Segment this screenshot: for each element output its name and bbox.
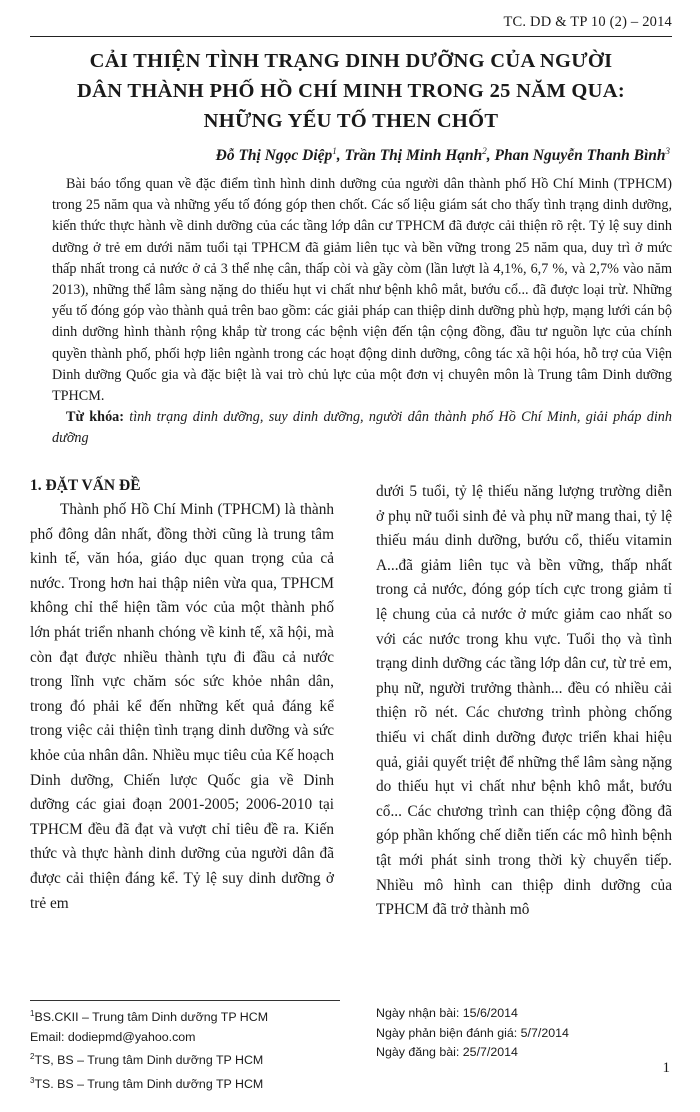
page-number: 1 <box>662 1060 670 1076</box>
author-name: Đỗ Thị Ngọc Diệp <box>215 147 333 165</box>
title-line: NHỮNG YẾU TỐ THEN CHỐT <box>203 110 499 132</box>
keywords <box>52 407 672 449</box>
footnote-mark: 2 <box>30 1052 35 1062</box>
footnote-mark: 1 <box>30 1009 35 1018</box>
author-list: Đỗ Thị Ngọc Diệp$^1$, Trần Thị Minh Hạnh$^2$, Phan Nguyễn Thanh Bình$^3$ <box>215 146 670 165</box>
author-name: Phan Nguyễn Thanh Bình <box>494 147 666 165</box>
footnote-rule <box>30 1000 340 1001</box>
keywords-text: tình trạng dinh dưỡng, suy dinh dưỡng, người dân thành phố Hồ Chí Minh, giải pháp dinh dưỡng <box>52 409 672 447</box>
footnote <box>30 1028 350 1048</box>
header-rule <box>30 36 672 37</box>
section-heading: 1. ĐẶT VẤN ĐỀ <box>30 477 141 494</box>
footnote <box>30 1004 350 1028</box>
author-affiliation-mark: 1 <box>332 146 337 156</box>
footnote-mark: 3 <box>30 1076 35 1086</box>
date-received: Ngày nhận bài: 15/6/2014 <box>376 1006 518 1020</box>
footnotes <box>30 1004 350 1095</box>
author-affiliation-mark: 2 <box>482 146 487 156</box>
footnote-text: TS. BS – Trung tâm Dinh dưỡng TP HCM <box>34 1077 264 1092</box>
body-column-right <box>376 480 672 923</box>
abstract <box>52 174 672 450</box>
author-affiliation-mark: 3 <box>665 146 670 156</box>
body-paragraph: Thành phố Hồ Chí Minh (TPHCM) là thành phố đông dân nhất, đồng thời cũng là trung tâm kinh tế, văn hóa, giáo dục quan trọng của cả nước. Trong hơn hai thập niên vừa qua, TPHCM không chỉ thể hiện tầm vóc của một thành phố lớn phát triển nhanh chóng về kinh tế, xã hội, mà còn đạt được nhiều thành tựu đi đầu cả nước trong lĩnh vực chăm sóc sức khỏe nhân dân, trong đó phải kể đến những kết quả đáng kể trong việc cải thiện tình trạng dinh dưỡng và sức khỏe của nhân dân. Nhiều mục tiêu của Kế hoạch Dinh dưỡng, Chiến lược Quốc gia về Dinh dưỡng các giai đoạn 2001-2005; 2006-2010 tại TPHCM đều đã đạt và vượt chỉ tiêu đề ra. Kiến thức và thực hành dinh dưỡng của người dân đã được cải thiện đáng kể. Tỷ lệ suy dinh dưỡng ở trẻ em <box>30 501 334 912</box>
footnote <box>30 1047 350 1071</box>
title-line: DÂN THÀNH PHỐ HỒ CHÍ MINH TRONG 25 NĂM QUA: <box>77 80 625 102</box>
body-paragraph: dưới 5 tuổi, tỷ lệ thiếu năng lượng trường diễn ở phụ nữ tuổi sinh đẻ và phụ nữ mang thai, tỷ lệ thiếu máu dinh dưỡng, bướu cổ, thiếu vitamin A...đã giảm liên tục và bền vững, thấp nhất trong cả nước, đóng góp tích cực trong giảm tỉ lệ chung của cả nước ở mức giảm cao nhất so với các nước trong khu vực. Tuổi thọ và tình trạng dinh dưỡng các tầng lớp dân cư, từ trẻ em, phụ nữ, người trưởng thành... đều có nhiều cải thiện rõ nét. Các chương trình phòng chống thiếu vi chất dinh dưỡng được triển khai hiệu quả, giải quyết triệt để những thể lâm sàng nặng do thiếu hụt vi chất như bệnh khô mắt, bướu cổ... Các chương trình can thiệp cộng đồng đã góp phần khống chế diễn tiến các mô hình bệnh tật mới phát sinh trong thời kỳ chuyển tiếp. Nhiều mô hình can thiệp dinh dưỡng của TPHCM đã trở thành mô <box>376 483 672 919</box>
date-published: Ngày đăng bài: 25/7/2014 <box>376 1045 518 1060</box>
title-line: CẢI THIỆN TÌNH TRẠNG DINH DƯỠNG CỦA NGƯỜI <box>89 50 613 72</box>
footnote-text: Email: dodiepmd@yahoo.com <box>30 1029 196 1044</box>
abstract-text: Bài báo tổng quan về đặc điểm tình hình dinh dưỡng của người dân thành phố Hồ Chí Minh (TPHCM) trong 25 năm qua và những yếu tố đóng góp then chốt. Các số liệu giám sát cho thấy tình trạng dinh dưỡng, kiến thức thực hành về dinh dưỡng của các tầng lớp dân cư TPHCM đã được cải thiện rõ rệt. Tỷ lệ suy dinh dưỡng ở trẻ em dưới năm tuổi tại TPHCM đã giảm liên tục và bền vững trong 25 năm qua, duy trì ở mức thấp nhất trong cả nước ở cả 3 thể nhẹ cân, thấp còi và gầy còm (lần lượt là 4,1%, 6,7 %, và 2,7% vào năm 2013), những thể lâm sàng nặng do thiếu hụt vi chất như bệnh khô mắt, bướu cổ... đã được loại trừ. Những yếu tố đóng góp vào thành quả trên bao gồm: các giải pháp can thiệp dinh dưỡng phù hợp, mạng lưới cán bộ dinh dưỡng hình thành rộng khắp từ trong các bệnh viện đến tận cộng đồng, đầu tư nguồn lực của chính quyền thành phố, phối hợp liên ngành trong các hoạt động dinh dưỡng, công tác xã hội hóa, hỗ trợ của Viện Dinh dưỡng Quốc gia và đặc biệt là vai trò chủ lực của một đơn vị chuyên môn là Trung tâm Dinh dưỡng TPHCM. <box>52 176 672 405</box>
footnote-text: TS, BS – Trung tâm Dinh dưỡng TP HCM <box>34 1053 264 1068</box>
article-title <box>30 46 672 136</box>
keywords-label: Từ khóa: <box>66 409 124 426</box>
footnote-text: BS.CKII – Trung tâm Dinh dưỡng TP HCM <box>34 1010 269 1025</box>
author-name: Trần Thị Minh Hạnh <box>344 147 483 165</box>
footnote <box>30 1071 350 1095</box>
body-column-left <box>30 474 334 916</box>
journal-reference: TC. DD & TP 10 (2) – 2014 <box>503 14 672 30</box>
date-reviewed: Ngày phản biện đánh giá: 5/7/2014 <box>376 1025 569 1040</box>
publication-dates <box>376 1004 676 1063</box>
